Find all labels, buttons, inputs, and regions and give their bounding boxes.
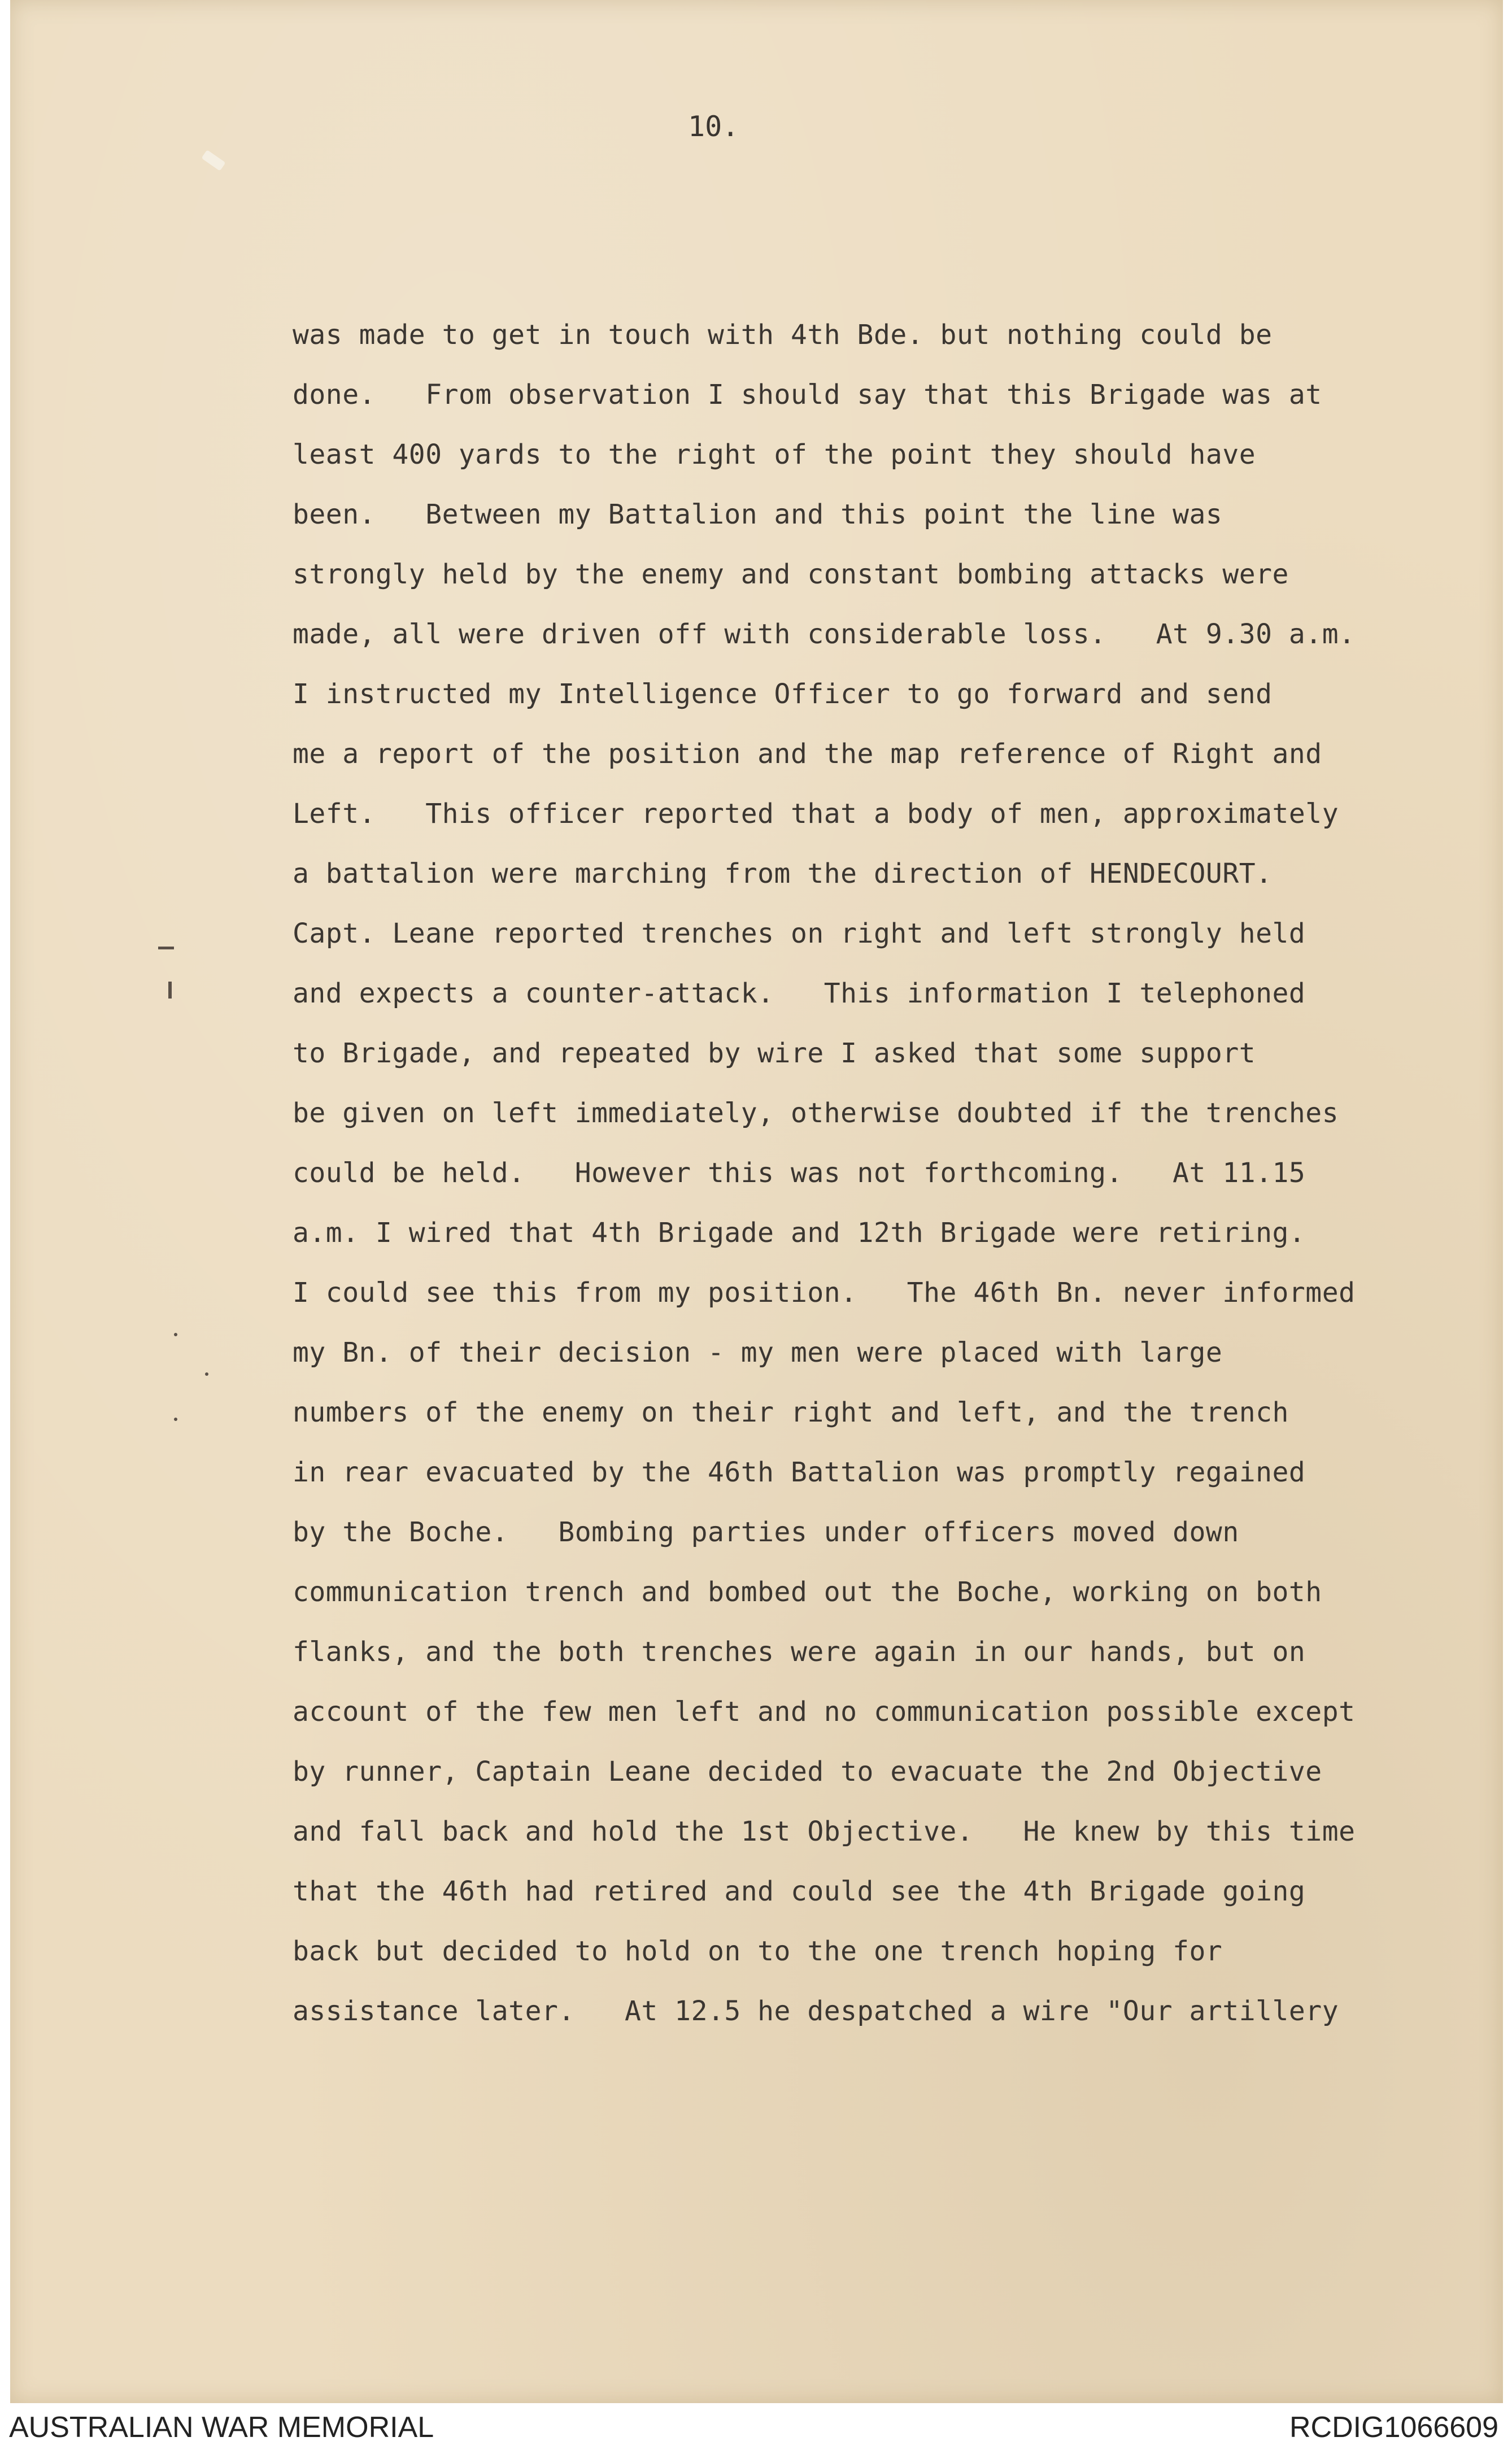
text-line: a battalion were marching from the direction of HENDECOURT.: [293, 858, 1273, 890]
margin-mark: [174, 1333, 177, 1336]
margin-mark: [168, 982, 172, 999]
text-line: and expects a counter-attack. This information I telephoned: [293, 978, 1306, 1009]
text-line: by the Boche. Bombing parties under officers moved down: [293, 1516, 1239, 1548]
document-body: [293, 305, 1501, 2041]
text-line: was made to get in touch with 4th Bde. but nothing could be: [293, 319, 1273, 351]
margin-mark: [205, 1372, 208, 1376]
text-line: assistance later. At 12.5 he despatched a wire "Our artillery: [293, 1995, 1339, 2027]
text-line: been. Between my Battalion and this point the line was: [293, 499, 1223, 530]
staple-mark: [201, 150, 225, 171]
text-line: back but decided to hold on to the one trench hoping for: [293, 1935, 1223, 1967]
text-line: to Brigade, and repeated by wire I asked that some support: [293, 1037, 1256, 1069]
page-number: 10.: [688, 110, 739, 143]
text-line: numbers of the enemy on their right and left, and the trench: [293, 1397, 1289, 1428]
text-line: communication trench and bombed out the Boche, working on both: [293, 1576, 1322, 1608]
text-line: be given on left immediately, otherwise doubted if the trenches: [293, 1097, 1339, 1129]
text-line: flanks, and the both trenches were again in our hands, but on: [293, 1636, 1306, 1668]
text-line: least 400 yards to the right of the point they should have: [293, 439, 1256, 470]
text-line: and fall back and hold the 1st Objective. He knew by this time: [293, 1816, 1356, 1847]
text-line: done. From observation I should say that this Brigade was at: [293, 379, 1322, 411]
text-line: Left. This officer reported that a body of men, approximately: [293, 798, 1339, 830]
text-line: by runner, Captain Leane decided to evacuate the 2nd Objective: [293, 1756, 1322, 1788]
document-page: [10, 0, 1503, 2403]
text-line: I could see this from my position. The 46th Bn. never informed: [293, 1277, 1356, 1309]
text-line: made, all were driven off with considerable loss. At 9.30 a.m.: [293, 618, 1356, 650]
text-line: a.m. I wired that 4th Brigade and 12th Brigade were retiring.: [293, 1217, 1306, 1249]
text-line: my Bn. of their decision - my men were placed with large: [293, 1337, 1223, 1368]
margin-mark: [174, 1418, 177, 1421]
text-line: account of the few men left and no communication possible except: [293, 1696, 1356, 1728]
footer-archive-name: AUSTRALIAN WAR MEMORIAL: [9, 2411, 434, 2444]
text-line: Capt. Leane reported trenches on right and left strongly held: [293, 918, 1306, 949]
text-line: I instructed my Intelligence Officer to go forward and send: [293, 678, 1273, 710]
text-line: me a report of the position and the map reference of Right and: [293, 738, 1322, 770]
text-line: strongly held by the enemy and constant bombing attacks were: [293, 559, 1289, 590]
text-line: could be held. However this was not forthcoming. At 11.15: [293, 1157, 1306, 1189]
text-line: in rear evacuated by the 46th Battalion was promptly regained: [293, 1457, 1306, 1488]
text-line: that the 46th had retired and could see the 4th Brigade going: [293, 1876, 1306, 1907]
margin-mark: [158, 947, 174, 949]
footer-record-id: RCDIG1066609: [1289, 2411, 1498, 2444]
